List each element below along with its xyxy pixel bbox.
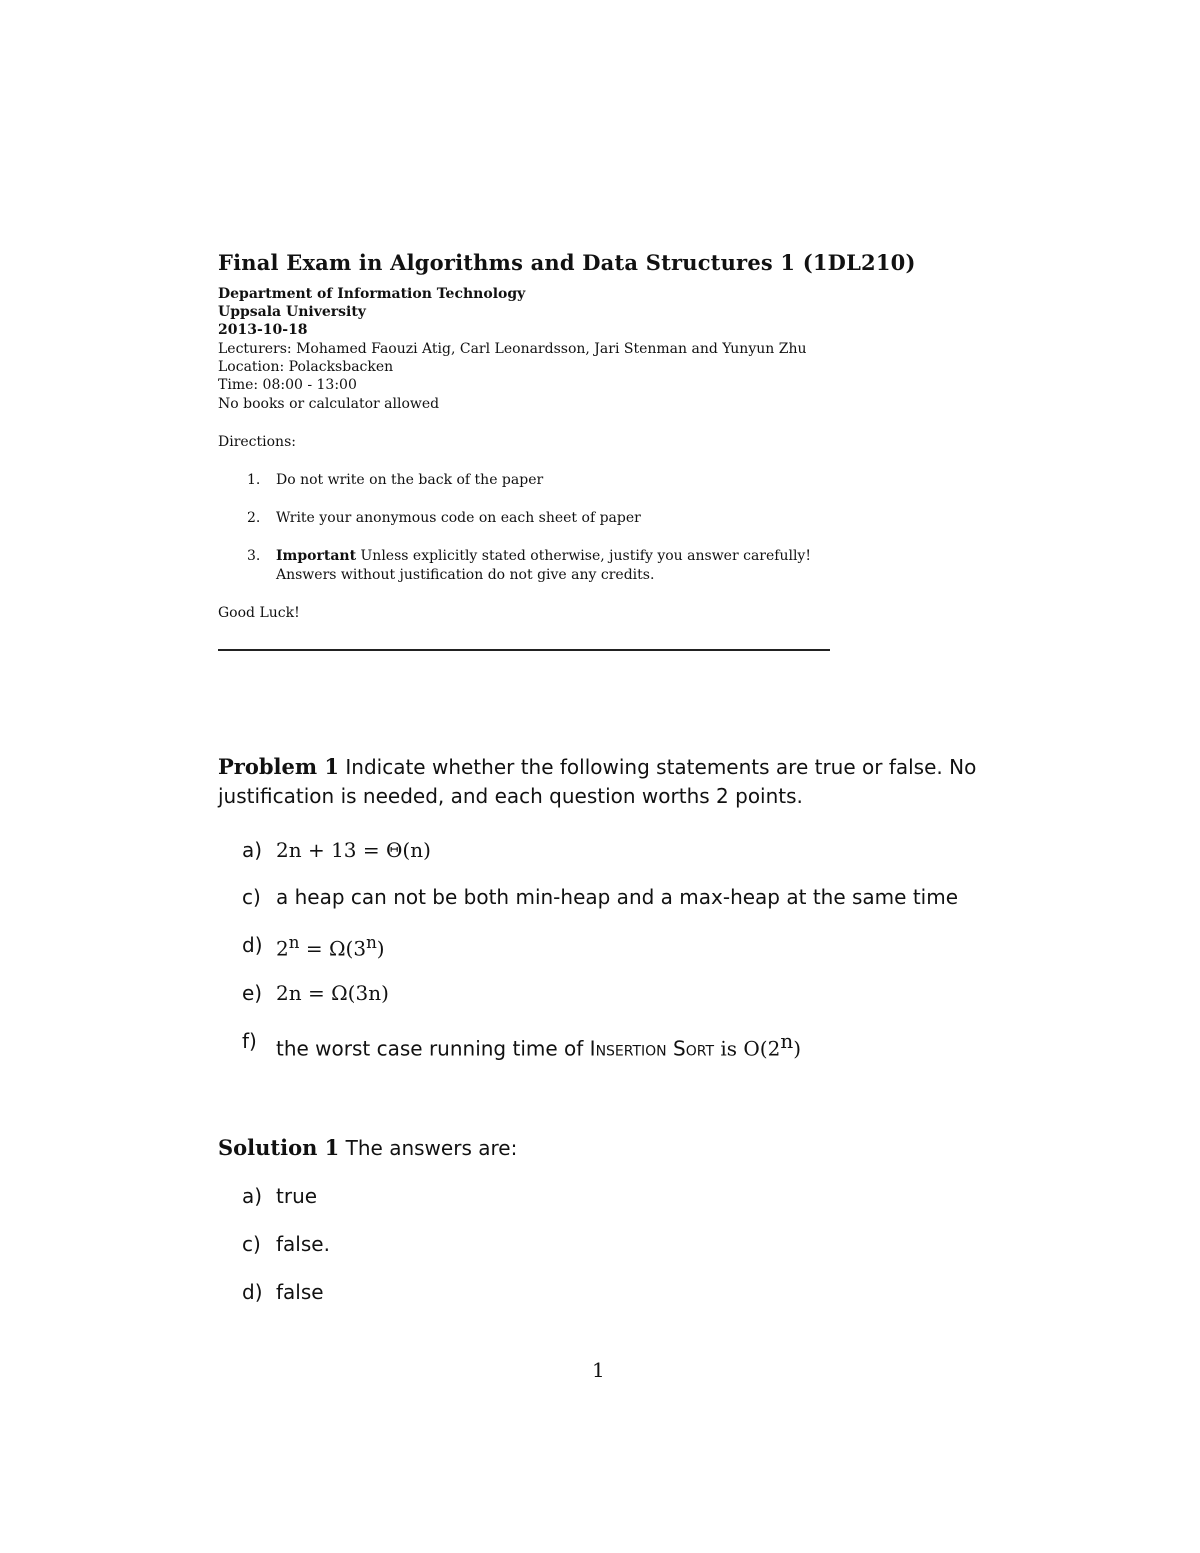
algorithm-name: Insertion Sort xyxy=(589,1036,714,1061)
problem-intro-line2: justification is needed, and each question worths 2 points. xyxy=(218,784,803,808)
solution-intro-text: The answers are: xyxy=(339,1136,518,1160)
good-luck: Good Luck! xyxy=(218,605,300,621)
separator-line xyxy=(218,649,830,651)
no-books-notice: No books or calculator allowed xyxy=(218,396,440,412)
direction-number: 3. xyxy=(247,548,261,564)
solution-item-label: d) xyxy=(242,1280,263,1304)
problem-item-text xyxy=(276,1029,801,1061)
direction-text: Do not write on the back of the paper xyxy=(276,472,544,488)
math-base: 2 xyxy=(276,936,289,961)
problem-item-label: c) xyxy=(242,885,261,909)
solution-item-text: false. xyxy=(276,1232,330,1256)
problem-item-post: is O(2 xyxy=(714,1036,781,1061)
solution-intro xyxy=(218,1135,517,1160)
problem-intro-line1: Indicate whether the following statements are true or false. No xyxy=(339,755,977,779)
solution-heading: Solution 1 xyxy=(218,1135,340,1160)
solution-item-text: true xyxy=(276,1184,318,1208)
math-exponent: n xyxy=(366,933,377,952)
problem-item-label: a) xyxy=(242,838,263,862)
problem-intro xyxy=(218,754,976,779)
solution-item-label: a) xyxy=(242,1184,263,1208)
direction-text-continued: Answers without justification do not give any credits. xyxy=(276,567,655,583)
university: Uppsala University xyxy=(218,304,366,320)
direction-number: 1. xyxy=(247,472,261,488)
math-mid: = Ω(3 xyxy=(299,936,367,961)
problem-item-label: f) xyxy=(242,1029,257,1053)
solution-item-label: c) xyxy=(242,1232,261,1256)
problem-heading: Problem 1 xyxy=(218,754,340,779)
direction-text: Write your anonymous code on each sheet of paper xyxy=(276,510,641,526)
exam-title: Final Exam in Algorithms and Data Structures 1 (1DL210) xyxy=(218,250,916,275)
problem-item-text: a heap can not be both min-heap and a max-heap at the same time xyxy=(276,885,959,909)
solution-item-text: false xyxy=(276,1280,324,1304)
math-exponent: n xyxy=(780,1029,794,1053)
direction-text xyxy=(276,548,811,564)
department: Department of Information Technology xyxy=(218,286,526,302)
location: Location: Polacksbacken xyxy=(218,359,394,375)
exam-date: 2013-10-18 xyxy=(218,322,308,338)
problem-item-text xyxy=(276,933,385,961)
page-number: 1 xyxy=(592,1358,605,1382)
math-end: ) xyxy=(376,936,385,961)
problem-item-label: d) xyxy=(242,933,263,957)
exam-time: Time: 08:00 - 13:00 xyxy=(218,377,357,393)
lecturers: Lecturers: Mohamed Faouzi Atig, Carl Leonardsson, Jari Stenman and Yunyun Zhu xyxy=(218,341,807,357)
problem-item-text: 2n + 13 = Θ(n) xyxy=(276,838,431,862)
math-exponent: n xyxy=(288,933,300,952)
important-label: Important xyxy=(276,548,357,564)
math-end: ) xyxy=(793,1036,802,1061)
problem-item-pre: the worst case running time of xyxy=(276,1036,590,1061)
directions-label: Directions: xyxy=(218,434,296,450)
problem-item-label: e) xyxy=(242,981,263,1005)
problem-item-text: 2n = Ω(3n) xyxy=(276,981,389,1005)
direction-number: 2. xyxy=(247,510,261,526)
direction-text-part: Unless explicitly stated otherwise, justify you answer carefully! xyxy=(356,548,811,564)
